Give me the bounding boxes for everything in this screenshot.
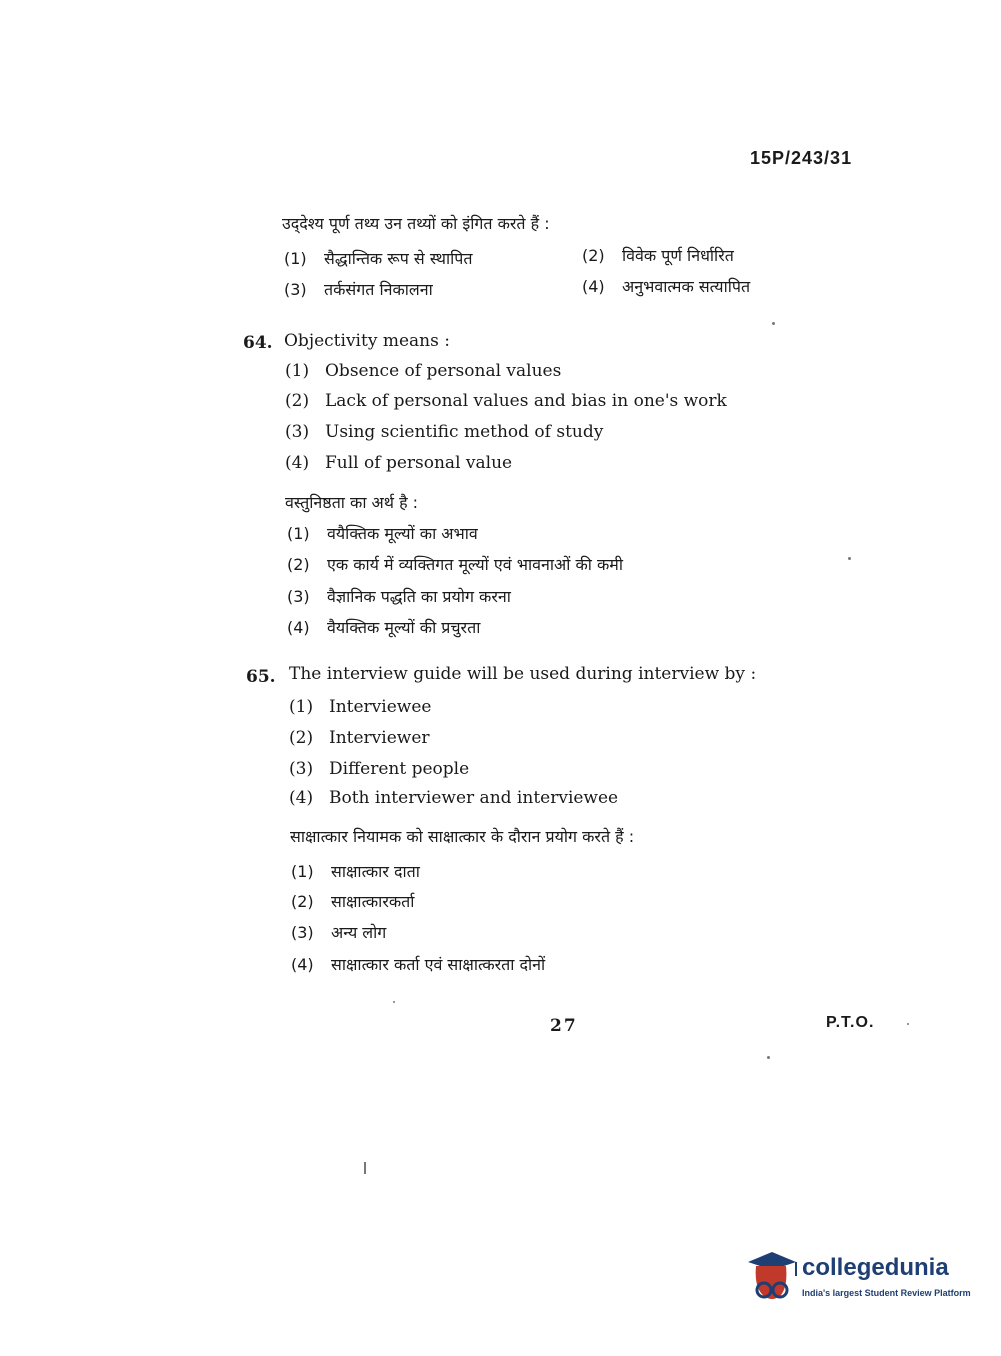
option-number: (3) bbox=[284, 280, 307, 299]
scan-speck bbox=[907, 1023, 909, 1025]
option-number: (2) bbox=[287, 555, 310, 574]
option-number: (4) bbox=[582, 277, 605, 296]
option-text: विवेक पूर्ण निर्धारित bbox=[622, 246, 734, 265]
q65-hindi-option-3 bbox=[291, 921, 386, 943]
option-number: (4) bbox=[287, 618, 310, 637]
option-number: (1) bbox=[284, 249, 307, 268]
option-text: अनुभवात्मक सत्यापित bbox=[622, 277, 751, 296]
option-number: (1) bbox=[287, 524, 310, 543]
paper-code: 15P/243/31 bbox=[750, 148, 853, 168]
option-number: (2) bbox=[289, 728, 314, 748]
option-text: वयैक्तिक मूल्यों का अभाव bbox=[327, 524, 478, 543]
scan-speck bbox=[772, 322, 775, 325]
q63-hindi-option-1 bbox=[284, 247, 472, 269]
option-number: (3) bbox=[289, 759, 314, 779]
q65-hindi-option-2 bbox=[291, 890, 414, 912]
q64-hindi-option-1 bbox=[287, 522, 478, 544]
option-text: Using scientific method of study bbox=[325, 422, 604, 442]
option-text: तर्कसंगत निकालना bbox=[324, 280, 433, 299]
page-number: 27 bbox=[550, 1016, 578, 1036]
option-text: Different people bbox=[329, 759, 470, 779]
option-number: (1) bbox=[285, 361, 310, 381]
q65-option-1 bbox=[289, 697, 431, 717]
option-number: (3) bbox=[291, 923, 314, 942]
q63-hindi-option-3 bbox=[284, 278, 433, 300]
option-number: (2) bbox=[291, 892, 314, 911]
q65-stem: The interview guide will be used during interview by : bbox=[289, 664, 757, 684]
q64-hindi-option-2 bbox=[287, 553, 623, 575]
option-text: साक्षात्कार दाता bbox=[331, 862, 420, 881]
q63-hindi-option-2 bbox=[582, 244, 734, 266]
q64-option-4 bbox=[285, 453, 512, 473]
q65-option-2 bbox=[289, 728, 430, 748]
pto-label: P.T.O. bbox=[826, 1014, 875, 1031]
option-number: (4) bbox=[289, 788, 314, 808]
option-text: साक्षात्कारकर्ता bbox=[331, 892, 415, 911]
option-text: Full of personal value bbox=[325, 453, 513, 473]
option-number: (3) bbox=[287, 587, 310, 606]
mascot-icon bbox=[742, 1248, 800, 1312]
option-text: Lack of personal values and bias in one's work bbox=[325, 391, 727, 411]
q64-number: 64. bbox=[243, 333, 273, 353]
option-number: (3) bbox=[285, 422, 310, 442]
q65-hindi-stem: साक्षात्कार नियामक को साक्षात्कार के दौरान प्रयोग करते हैं : bbox=[290, 827, 635, 846]
option-number: (1) bbox=[291, 862, 314, 881]
q63-hindi-option-4 bbox=[582, 275, 750, 297]
option-text: साक्षात्कार कर्ता एवं साक्षात्करता दोनों bbox=[331, 955, 546, 974]
q65-option-3 bbox=[289, 759, 469, 779]
q65-hindi-option-1 bbox=[291, 860, 420, 882]
q64-option-3 bbox=[285, 422, 603, 442]
option-number: (2) bbox=[285, 391, 310, 411]
scan-speck bbox=[848, 557, 851, 560]
option-text: Interviewee bbox=[329, 697, 432, 717]
option-number: (2) bbox=[582, 246, 605, 265]
option-text: Interviewer bbox=[329, 728, 430, 748]
option-number: (4) bbox=[291, 955, 314, 974]
option-text: अन्य लोग bbox=[331, 923, 387, 942]
option-text: सैद्धान्तिक रूप से स्थापित bbox=[324, 249, 473, 268]
scan-speck bbox=[393, 1001, 395, 1003]
q65-option-4 bbox=[289, 788, 618, 808]
q64-hindi-option-3 bbox=[287, 585, 511, 607]
collegedunia-watermark bbox=[742, 1248, 972, 1312]
scan-speck bbox=[767, 1056, 770, 1059]
q64-hindi-option-4 bbox=[287, 616, 480, 638]
option-text: वैज्ञानिक पद्धति का प्रयोग करना bbox=[327, 587, 511, 606]
q64-option-1 bbox=[285, 361, 561, 381]
option-text: Obsence of personal values bbox=[325, 361, 562, 381]
q64-option-2 bbox=[285, 391, 727, 411]
q65-hindi-option-4 bbox=[291, 953, 545, 975]
q63-hindi-stem: उद्‌देश्य पूर्ण तथ्य उन तथ्यों को इंगित करते हैं : bbox=[282, 214, 550, 233]
option-number: (4) bbox=[285, 453, 310, 473]
option-text: Both interviewer and interviewee bbox=[329, 788, 619, 808]
brand-name: collegedunia bbox=[802, 1254, 949, 1281]
q64-hindi-stem: वस्तुनिष्ठता का अर्थ है : bbox=[285, 493, 419, 512]
option-number: (1) bbox=[289, 697, 314, 717]
option-text: एक कार्य में व्यक्तिगत मूल्यों एवं भावनाओं की कमी bbox=[327, 555, 623, 574]
q64-stem: Objectivity means : bbox=[284, 331, 450, 351]
brand-tagline: India's largest Student Review Platform bbox=[802, 1288, 971, 1298]
option-text: वैयक्तिक मूल्यों की प्रचुरता bbox=[327, 618, 481, 637]
scan-speck bbox=[364, 1162, 366, 1174]
q65-number: 65. bbox=[246, 667, 276, 687]
